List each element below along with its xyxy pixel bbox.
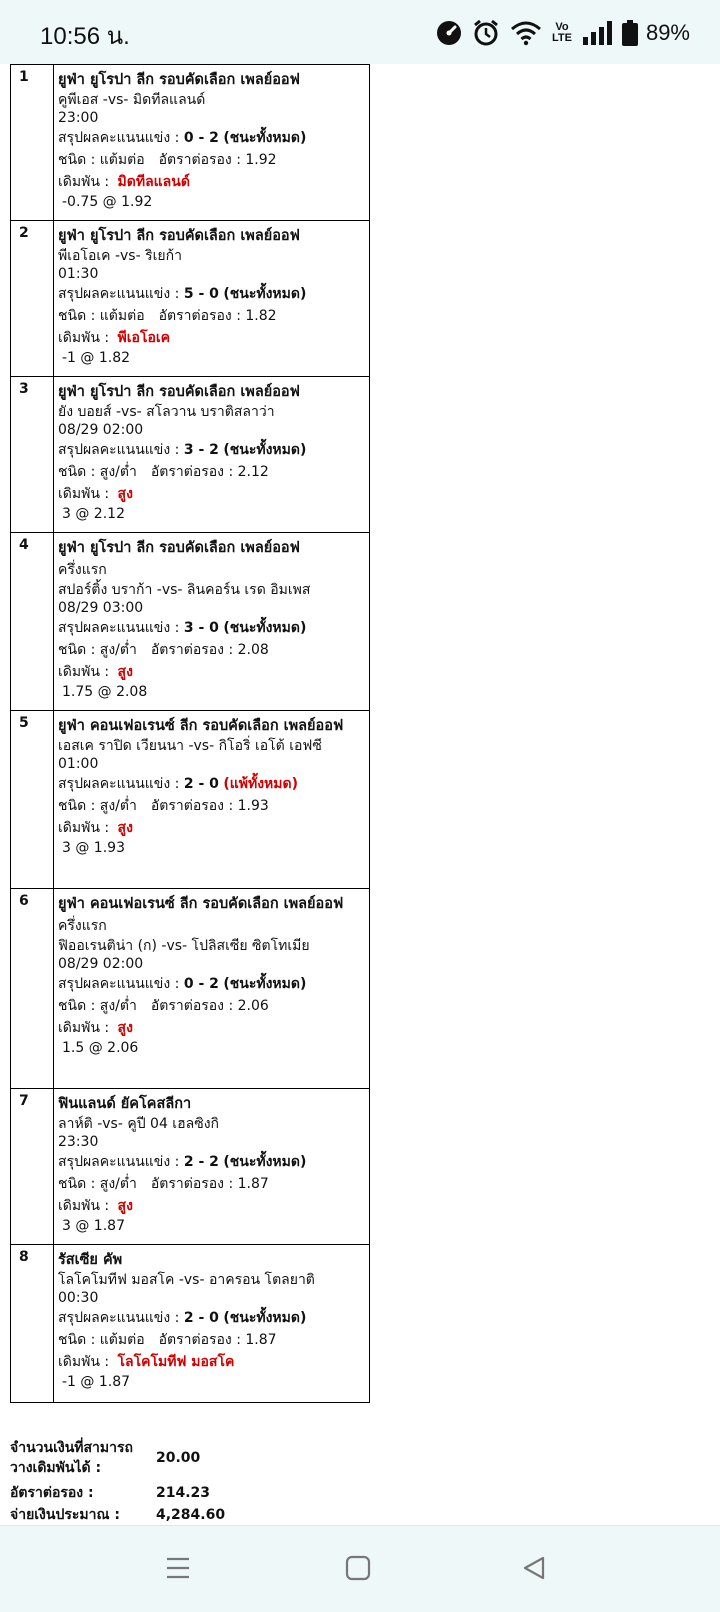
bet-row: [11, 1245, 370, 1403]
type-label: ชนิด :: [58, 998, 100, 1014]
bet-score: 3 - 0: [183, 620, 219, 636]
type-label: ชนิด :: [58, 464, 100, 480]
bet-pick-line: [58, 817, 365, 839]
bet-type-line: [58, 795, 365, 817]
bet-league: ยูฟ่า ยูโรปา ลีก รอบคัดเลือก เพลย์ออฟ: [58, 384, 300, 400]
bet-handicap: -0.75 @ 1.92: [62, 194, 153, 210]
bet-type: สูง/ต่ำ: [99, 798, 137, 814]
odds-label: อัตราต่อรอง :: [158, 1332, 246, 1348]
score-label: สรุปผลคะแนนแข่ง :: [58, 442, 184, 458]
bet-number: 2: [11, 221, 54, 377]
bet-handicap: 3 @ 1.93: [62, 840, 125, 856]
bet-league: ยูฟ่า ยูโรปา ลีก รอบคัดเลือก เพลย์ออฟ: [58, 540, 300, 556]
bet-number: 6: [11, 889, 54, 1089]
bet-score-line: [58, 283, 365, 305]
odds-part: [159, 308, 277, 324]
bet-label: เดิมพัน :: [58, 330, 114, 346]
bet-match: โลโคโมทีฟ มอสโค -vs- อาครอน โตลยาติ: [58, 1272, 315, 1288]
bet-handicap: 3 @ 2.12: [62, 506, 125, 522]
bet-details: [54, 889, 370, 1089]
bet-league: ยูฟ่า คอนเฟอเรนซ์ ลีก รอบคัดเลือก เพลย์ออฟ: [58, 718, 344, 734]
bet-time: 23:30: [58, 1134, 99, 1150]
bet-half: ครึ่งแรก: [58, 918, 107, 934]
summary-odds-label: อัตราต่อรอง :: [10, 1485, 94, 1501]
bet-details: [54, 65, 370, 221]
type-label: ชนิด :: [58, 308, 100, 324]
bet-type-line: [58, 1329, 365, 1351]
type-label: ชนิด :: [58, 798, 100, 814]
summary-payout-row: [10, 1504, 350, 1526]
bet-league: ฟินแลนด์ ยัคโคสลีกา: [58, 1096, 192, 1112]
odds-part: [151, 642, 269, 658]
bet-type-line: [58, 149, 365, 171]
bet-pick: สูง: [117, 1198, 133, 1214]
bet-number: 7: [11, 1089, 54, 1245]
bet-pick: พีเอโอเค: [117, 330, 171, 346]
summary-stake-row: [10, 1438, 350, 1478]
bet-pick-line: [58, 1195, 365, 1217]
bet-type: สูง/ต่ำ: [99, 998, 137, 1014]
status-time: 10:56 น.: [40, 23, 130, 50]
bet-handicap: -1 @ 1.87: [62, 1374, 131, 1390]
bet-details: [54, 221, 370, 377]
bet-pick-line: [58, 1351, 365, 1373]
bet-label: เดิมพัน :: [58, 1354, 114, 1370]
bet-league: ยูฟ่า ยูโรปา ลีก รอบคัดเลือก เพลย์ออฟ: [58, 228, 300, 244]
bet-details: [54, 711, 370, 889]
bet-half: ครึ่งแรก: [58, 562, 107, 578]
score-label: สรุปผลคะแนนแข่ง :: [58, 1154, 184, 1170]
bet-pick: โลโคโมทีฟ มอสโค: [117, 1354, 235, 1370]
odds-part: [151, 1176, 269, 1192]
menu-icon[interactable]: [164, 1554, 192, 1586]
bets-body: [11, 65, 370, 1403]
bet-match: ยัง บอยส์ -vs- สโลวาน บราติสลาว่า: [58, 404, 275, 420]
type-label: ชนิด :: [58, 1332, 100, 1348]
bet-time: 08/29 02:00: [58, 422, 144, 438]
bet-number: 5: [11, 711, 54, 889]
bet-league: ยูฟ่า คอนเฟอเรนซ์ ลีก รอบคัดเลือก เพลย์ออฟ: [58, 896, 344, 912]
bet-time: 23:00: [58, 110, 99, 126]
bet-type: แต้มต่อ: [99, 1332, 145, 1348]
bet-score-line: [58, 973, 365, 995]
bet-outcome: (ชนะทั้งหมด): [223, 130, 307, 146]
bet-score: 0 - 2: [183, 130, 219, 146]
bet-type-line: [58, 1173, 365, 1195]
type-label: ชนิด :: [58, 1176, 100, 1192]
bet-label: เดิมพัน :: [58, 486, 114, 502]
bet-type: สูง/ต่ำ: [99, 642, 137, 658]
volte-bottom: LTE: [551, 32, 572, 44]
bet-league: ยูฟ่า ยูโรปา ลีก รอบคัดเลือก เพลย์ออฟ: [58, 72, 300, 88]
bet-details: [54, 377, 370, 533]
summary-odds-row: [10, 1482, 350, 1504]
navigation-bar: [0, 1525, 720, 1612]
score-label: สรุปผลคะแนนแข่ง :: [58, 1310, 184, 1326]
bet-label: เดิมพัน :: [58, 174, 114, 190]
bet-outcome: (ชนะทั้งหมด): [223, 1310, 307, 1326]
bet-league: รัสเซีย คัพ: [58, 1252, 123, 1268]
bet-type: แต้มต่อ: [99, 152, 145, 168]
bet-label: เดิมพัน :: [58, 820, 114, 836]
bet-outcome: (ชนะทั้งหมด): [223, 286, 307, 302]
odds-label: อัตราต่อรอง :: [150, 798, 238, 814]
bet-odds: 1.87: [237, 1176, 269, 1192]
bet-odds: 1.87: [245, 1332, 277, 1348]
bet-details: [54, 533, 370, 711]
bet-score: 2 - 0: [183, 1310, 219, 1326]
bet-outcome: (ชนะทั้งหมด): [223, 620, 307, 636]
bet-pick-line: [58, 661, 365, 683]
bet-score-line: [58, 617, 365, 639]
bet-pick: สูง: [117, 486, 133, 502]
signal-icon: [582, 21, 612, 45]
status-bar: [0, 0, 720, 64]
bet-match: คูพีเอส -vs- มิดทีลแลนด์: [58, 92, 206, 108]
odds-label: อัตราต่อรอง :: [150, 464, 238, 480]
odds-label: อัตราต่อรอง :: [158, 308, 246, 324]
bet-outcome: (แพ้ทั้งหมด): [223, 776, 299, 792]
odds-label: อัตราต่อรอง :: [150, 1176, 238, 1192]
bet-label: เดิมพัน :: [58, 664, 114, 680]
summary-stake-label: [10, 1438, 156, 1478]
volte-top: Vo: [555, 21, 569, 33]
bet-number: 3: [11, 377, 54, 533]
bet-match: ฟิออเรนติน่า (ก) -vs- โปลิสเซีย ซิตโทเมีย: [58, 938, 310, 954]
bet-pick-line: [58, 1017, 365, 1039]
bet-time: 08/29 02:00: [58, 956, 144, 972]
bet-time: 01:00: [58, 756, 99, 772]
bet-label: เดิมพัน :: [58, 1198, 114, 1214]
stake-label-line-2: วางเดิมพันได้ :: [10, 1460, 102, 1476]
odds-label: อัตราต่อรอง :: [150, 642, 238, 658]
bet-outcome: (ชนะทั้งหมด): [223, 442, 307, 458]
bet-match: เอสเค ราปิด เวียนนา -vs- กิโอริ่ เอโต้ เอฟซี: [58, 738, 322, 754]
bet-score-line: [58, 439, 365, 461]
bet-odds: 2.08: [237, 642, 269, 658]
bets-table: [10, 64, 370, 1403]
bet-handicap: 3 @ 1.87: [62, 1218, 125, 1234]
bet-score: 2 - 0: [183, 776, 219, 792]
bet-row: [11, 377, 370, 533]
bet-row: [11, 889, 370, 1089]
bet-row: [11, 65, 370, 221]
odds-part: [151, 798, 269, 814]
bet-details: [54, 1089, 370, 1245]
back-icon[interactable]: [520, 1554, 548, 1586]
bet-pick-line: [58, 171, 365, 193]
bet-outcome: (ชนะทั้งหมด): [223, 1154, 307, 1170]
bet-odds: 2.06: [237, 998, 269, 1014]
bet-odds: 1.92: [245, 152, 277, 168]
bet-score-line: [58, 1151, 365, 1173]
score-label: สรุปผลคะแนนแข่ง :: [58, 620, 184, 636]
bet-handicap: 1.75 @ 2.08: [62, 684, 148, 700]
score-label: สรุปผลคะแนนแข่ง :: [58, 286, 184, 302]
bet-type-line: [58, 639, 365, 661]
bet-score: 2 - 2: [183, 1154, 219, 1170]
bet-score: 5 - 0: [183, 286, 219, 302]
bet-handicap: 1.5 @ 2.06: [62, 1040, 139, 1056]
wifi-icon: [510, 20, 542, 46]
status-icons: [436, 18, 690, 48]
bet-number: 8: [11, 1245, 54, 1403]
bet-type-line: [58, 461, 365, 483]
bet-row: [11, 1089, 370, 1245]
bet-match: พีเอโอเค -vs- ริเยก้า: [58, 248, 182, 264]
summary-payout-label: จ่ายเงินประมาณ :: [10, 1507, 120, 1523]
bet-odds: 1.93: [237, 798, 269, 814]
bet-odds: 1.82: [245, 308, 277, 324]
bet-type: แต้มต่อ: [99, 308, 145, 324]
bet-pick-line: [58, 483, 365, 505]
bet-details: [54, 1245, 370, 1403]
stake-label-line-1: จำนวนเงินที่สามารถ: [10, 1440, 133, 1456]
bet-score-line: [58, 1307, 365, 1329]
bet-score-line: [58, 773, 365, 795]
bet-match: ลาห์ติ -vs- คูปี 04 เฮลซิงกิ: [58, 1116, 220, 1132]
bet-type: สูง/ต่ำ: [99, 1176, 137, 1192]
score-label: สรุปผลคะแนนแข่ง :: [58, 776, 184, 792]
bet-pick-line: [58, 327, 365, 349]
score-label: สรุปผลคะแนนแข่ง :: [58, 976, 184, 992]
battery-percent: 89%: [645, 20, 690, 45]
summary-stake-value: 20.00: [156, 1450, 201, 1466]
odds-part: [151, 998, 269, 1014]
summary-payout-value: 4,284.60: [156, 1507, 226, 1523]
data-saver-icon: [436, 20, 462, 46]
home-icon[interactable]: [344, 1554, 372, 1586]
type-label: ชนิด :: [58, 642, 100, 658]
bet-score: 3 - 2: [183, 442, 219, 458]
bet-outcome: (ชนะทั้งหมด): [223, 976, 307, 992]
odds-part: [151, 464, 269, 480]
bet-time: 00:30: [58, 1290, 99, 1306]
odds-label: อัตราต่อรอง :: [158, 152, 246, 168]
bet-summary: [10, 1438, 350, 1526]
summary-odds-value: 214.23: [156, 1485, 211, 1501]
bet-row: [11, 711, 370, 889]
bet-label: เดิมพัน :: [58, 1020, 114, 1036]
volte-icon: [552, 22, 572, 44]
bet-pick: สูง: [117, 1020, 133, 1036]
bet-match: สปอร์ติ้ง บราก้า -vs- ลินคอร์น เรด อิมเพส: [58, 582, 311, 598]
bet-row: [11, 533, 370, 711]
bet-handicap: -1 @ 1.82: [62, 350, 131, 366]
bet-type: สูง/ต่ำ: [99, 464, 137, 480]
bet-type-line: [58, 305, 365, 327]
bet-score-line: [58, 127, 365, 149]
alarm-icon: [472, 19, 500, 47]
bet-time: 08/29 03:00: [58, 600, 144, 616]
odds-part: [159, 1332, 277, 1348]
battery-icon: [622, 20, 638, 46]
bet-type-line: [58, 995, 365, 1017]
odds-part: [159, 152, 277, 168]
bet-row: [11, 221, 370, 377]
bet-pick: สูง: [117, 820, 133, 836]
bet-pick: มิดทีลแลนด์: [117, 174, 190, 190]
odds-label: อัตราต่อรอง :: [150, 998, 238, 1014]
bet-score: 0 - 2: [183, 976, 219, 992]
bet-number: 1: [11, 65, 54, 221]
bet-odds: 2.12: [237, 464, 269, 480]
bet-time: 01:30: [58, 266, 99, 282]
type-label: ชนิด :: [58, 152, 100, 168]
bet-pick: สูง: [117, 664, 133, 680]
bet-number: 4: [11, 533, 54, 711]
score-label: สรุปผลคะแนนแข่ง :: [58, 130, 184, 146]
